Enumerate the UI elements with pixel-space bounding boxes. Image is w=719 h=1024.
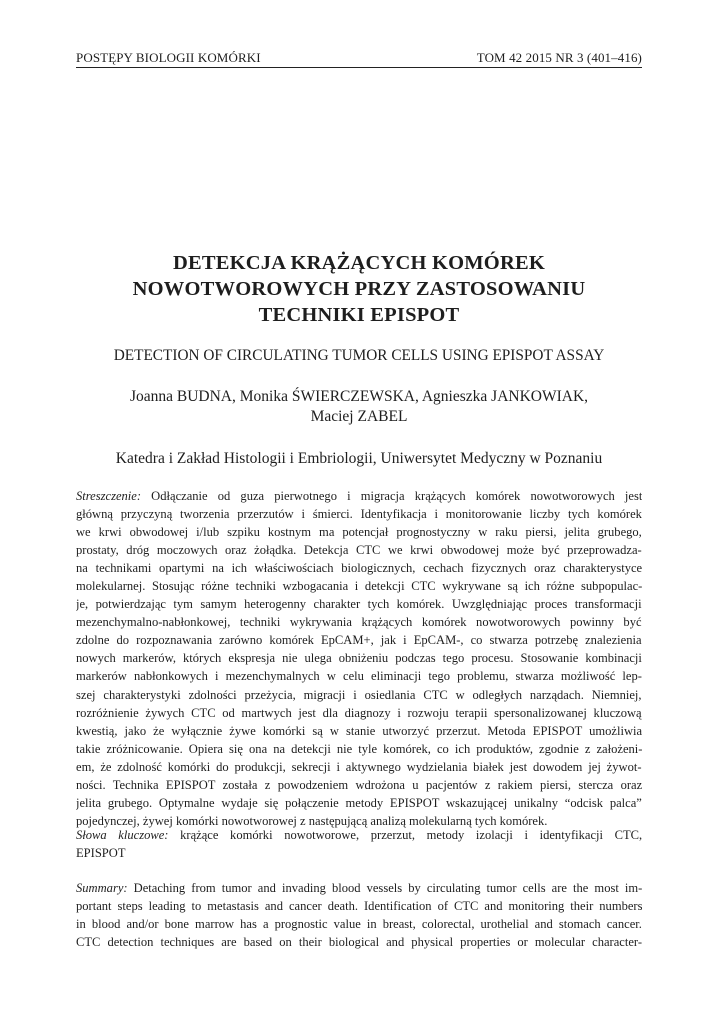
text-line: CTC detection techniques are based on their biological and physical properties or molecular character-	[76, 935, 642, 950]
authors	[76, 387, 642, 427]
text-line: pojedynczej, żywej komórki nowotworowej z następującą analizą molekularną tych komórek.	[76, 813, 548, 828]
text-line: we krwi obwodowej i/lub szpiku kostnym ma potencjał prognostyczny w raku piersi, jelita grubego,	[76, 525, 642, 540]
text-line: mezenchymalno-nabłonkowej, techniki wykrywania krążących komórek nowotworowych powinny być	[76, 615, 642, 630]
abstract-polish	[76, 487, 642, 830]
text-line: takie zróżnicowanie. Opiera się ona na detekcji nie tyle komórek, co ich produktów, zgodnie z założeni-	[76, 741, 642, 756]
text-line: ności. Technika EPISPOT została z powodzeniem wdrożona u pacjentów z rakiem piersi, stercza oraz	[76, 777, 642, 792]
text-line: kwestią, jako że wyłącznie żywe komórki są w stanie utworzyć przerzut. Metoda EPISPOT umożliwia	[76, 723, 642, 738]
text-line: prostaty, dróg moczowych oraz żołądka. Detekcja CTC we krwi obwodowej może być przeprowadza-	[76, 543, 642, 558]
text-line: na technikami opartymi na ich właściwościach biologicznych, cechach fizycznych oraz charakterystyce	[76, 561, 642, 576]
text-line: szej charakterystyki zdolności przeżycia, migracji i osiedlania CTC w odległych narządach. Niemniej,	[76, 687, 642, 702]
text-line: zdolne do rozpoznawania zarówno komórek EpCAM+, jak i EpCAM-, co stwarza potrzebę znalezienia	[76, 633, 642, 648]
text-line: molekularnej. Stosując różne techniki wzbogacania i detekcji CTC wykrywane są ich różne subpopulac-	[76, 579, 642, 594]
text-line: in blood and/or bone marrow has a prognostic value in breast, colorectal, urothelial and stomach cancer.	[76, 917, 642, 932]
abstract-label: Streszczenie:	[76, 489, 142, 503]
text-line: główną przyczyną tworzenia przerzutów i śmierci. Identyfikacja i monitorowanie liczby tych komórek	[76, 507, 642, 522]
text-line: rozróżnienie żywych CTC od martwych jest dla diagnozy i rozwoju terapii spersonalizowanej kluczową	[76, 705, 642, 720]
running-header	[76, 48, 642, 68]
text-line: portant steps leading to metastasis and cancer death. Identification of CTC and monitoring their numbers	[76, 899, 642, 914]
volume-info: TOM 42 2015 NR 3 (401–416)	[476, 50, 642, 65]
title-line: TECHNIKI EPISPOT	[258, 304, 460, 326]
text-line: markerów nabłonkowych i mezenchymalnych w celu eliminacji tego problemu, stwarza możliwość lep-	[76, 669, 642, 684]
text-line: Słowa kluczowe: krążące komórki nowotworowe, przerzut, metody izolacji i identyfikacji CTC,	[76, 828, 642, 842]
authors-line: Joanna BUDNA, Monika ŚWIERCZEWSKA, Agnieszka JANKOWIAK,	[129, 388, 589, 405]
text-line: em, że zdolność komórki do produkcji, sekrecji i aktywnego wydzielania białek jest dowodem jej żywot-	[76, 759, 642, 774]
text-line: nowych markerów, których ekspresja nie ulega obniżeniu podczas tego procesu. Stosowanie kombinacji	[76, 651, 642, 666]
summary-english	[76, 879, 642, 951]
authors-line: Maciej ZABEL	[310, 408, 408, 425]
text-line: Summary: Detaching from tumor and invading blood vessels by circulating tumor cells are the most im-	[76, 881, 642, 895]
english-title: DETECTION OF CIRCULATING TUMOR CELLS USING EPISPOT ASSAY	[113, 347, 605, 364]
text-line: Streszczenie: Odłączanie od guza pierwotnego i migracja krążących komórek nowotworowych jest	[76, 489, 642, 503]
keywords-polish	[76, 826, 642, 862]
summary-label: Summary:	[76, 881, 128, 895]
title-line: DETEKCJA KRĄŻĄCYCH KOMÓREK	[173, 252, 545, 274]
title-line: NOWOTWOROWYCH PRZY ZASTOSOWANIU	[132, 278, 586, 300]
text-line: EPISPOT	[76, 846, 126, 861]
journal-name: POSTĘPY BIOLOGII KOMÓRKI	[76, 50, 261, 65]
keywords-label: Słowa kluczowe:	[76, 828, 169, 842]
text-line: je, potwierdzając tym samym heterogenny charakter tych komórek. Uwzględniając proces transformacji	[76, 597, 642, 612]
affiliation: Katedra i Zakład Histologii i Embriologii, Uniwersytet Medyczny w Poznaniu	[115, 450, 603, 467]
text-line: jelita grubego. Optymalne wydaje się połączenie metody EPISPOT wskazującej unikalny “odcisk palca”	[76, 795, 642, 810]
article-title	[76, 250, 642, 328]
